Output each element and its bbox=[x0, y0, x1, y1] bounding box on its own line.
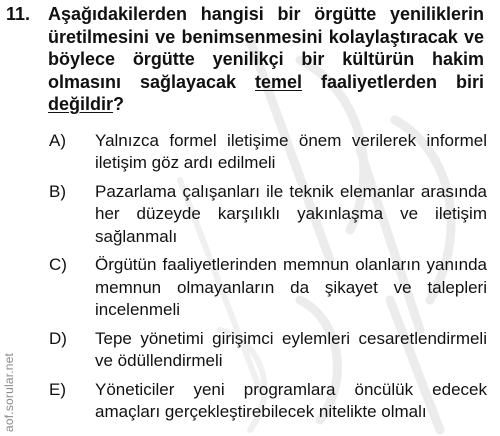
option-a[interactable] bbox=[6, 130, 496, 175]
question-emphasis-degildir: değildir bbox=[48, 94, 114, 114]
question-block bbox=[6, 0, 496, 430]
question-number: 11. bbox=[6, 4, 31, 24]
question-text-part2: faaliyetlerden biri bbox=[302, 71, 484, 92]
option-d[interactable] bbox=[6, 328, 496, 373]
answer-options bbox=[6, 130, 496, 424]
option-text: Yalnızca formel iletişime önem verilerek informel iletişim göz ardı edilmeli bbox=[95, 130, 487, 172]
option-text: Örgütün faaliyetlerinden memnun olanların yanında memnun olmayanların da şikayet ve talepleri incelenmeli bbox=[95, 255, 487, 319]
site-watermark-label: aof.sorular.net bbox=[2, 352, 16, 432]
option-text: Pazarlama çalışanları ile teknik elemanlar arasında her düzeyde karşılıklı yakınlaşma ve iletişim sağlanmalı bbox=[95, 181, 487, 246]
question-stem bbox=[48, 0, 484, 116]
question-text-part1: Aşağıdakilerden hangisi bir örgütte yeniliklerin üretilmesini ve benimsenmesini kolaylaştıracak ve böylece örgütte yenilikçi bir kültürün hakim olmasını sağlayacak bbox=[48, 4, 484, 92]
option-letter: A) bbox=[49, 130, 66, 150]
option-e[interactable] bbox=[6, 379, 496, 424]
question-emphasis-temel: temel bbox=[255, 71, 303, 92]
option-letter: B) bbox=[49, 181, 66, 201]
option-letter: D) bbox=[49, 328, 67, 348]
option-text: Yöneticiler yeni programlara öncülük edecek amaçları gerçekleştirebilecek nitelikte olmalı bbox=[95, 379, 487, 421]
option-b[interactable] bbox=[6, 181, 496, 249]
option-text: Tepe yönetimi girişimci eylemleri cesaretlendirmeli ve ödüllendirmeli bbox=[95, 328, 487, 370]
option-letter: C) bbox=[49, 255, 67, 274]
option-letter: E) bbox=[49, 379, 66, 399]
option-c[interactable] bbox=[6, 254, 496, 322]
question-text-part3: ? bbox=[113, 94, 125, 114]
